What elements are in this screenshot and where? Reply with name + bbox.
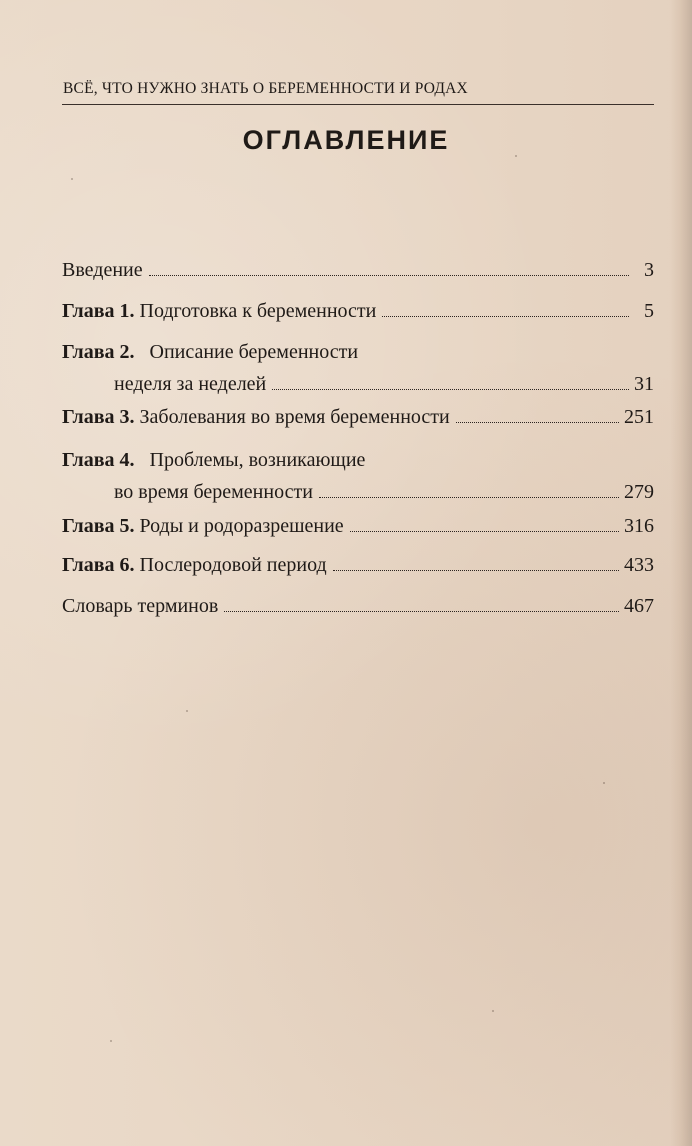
toc-entry-chapter-3[interactable] bbox=[62, 401, 654, 433]
chapter-number: Глава 1. bbox=[62, 300, 135, 322]
toc-page-number: 3 bbox=[644, 259, 654, 281]
page-title: ОГЛАВЛЕНИЕ bbox=[242, 125, 450, 155]
toc-entry-chapter-2[interactable] bbox=[62, 336, 654, 400]
toc-page-number: 31 bbox=[634, 373, 654, 395]
chapter-number: Глава 2. bbox=[62, 341, 135, 363]
toc-entry-title: Подготовка к беременности bbox=[139, 300, 377, 322]
paper-speck bbox=[515, 155, 517, 157]
toc-page-number: 251 bbox=[624, 406, 654, 428]
toc-entry-title-continuation: во время беременности bbox=[114, 481, 313, 503]
toc-entry-glossary[interactable] bbox=[62, 590, 654, 622]
paper-speck bbox=[492, 1010, 494, 1012]
toc-page-number: 279 bbox=[624, 481, 654, 503]
header-rule bbox=[62, 104, 654, 105]
dot-leader bbox=[350, 531, 619, 532]
toc-entry-title: Проблемы, возникающие bbox=[149, 449, 366, 471]
paper-speck bbox=[603, 782, 605, 784]
toc-entry-chapter-1[interactable] bbox=[62, 295, 654, 327]
toc-entry-title: Послеродовой период bbox=[139, 554, 327, 576]
toc-page-number: 316 bbox=[624, 515, 654, 537]
chapter-number: Глава 5. bbox=[62, 515, 135, 537]
dot-leader bbox=[319, 497, 619, 498]
running-head: ВСЁ, ЧТО НУЖНО ЗНАТЬ О БЕРЕМЕННОСТИ И РОДАХ bbox=[63, 80, 468, 97]
toc-entry-title: Описание беременности bbox=[149, 341, 359, 363]
toc-entry-chapter-4[interactable] bbox=[62, 444, 654, 508]
paper-speck bbox=[110, 1040, 112, 1042]
paper-speck bbox=[186, 710, 188, 712]
dot-leader bbox=[456, 422, 619, 423]
toc-page-number: 5 bbox=[644, 300, 654, 322]
dot-leader bbox=[272, 389, 629, 390]
dot-leader bbox=[224, 611, 619, 612]
toc-entry-title: Роды и родоразрешение bbox=[139, 515, 344, 537]
toc-entry-chapter-6[interactable] bbox=[62, 549, 654, 581]
toc-entry-title: Заболевания во время беременности bbox=[139, 406, 450, 428]
toc-entry-title-continuation: неделя за неделей bbox=[114, 373, 267, 395]
chapter-number: Глава 3. bbox=[62, 406, 135, 428]
paper-speck bbox=[71, 178, 73, 180]
toc-entry-introduction[interactable] bbox=[62, 254, 654, 286]
toc-entry-title: Введение bbox=[62, 259, 143, 281]
dot-leader bbox=[149, 275, 629, 276]
toc-entry-chapter-5[interactable] bbox=[62, 510, 654, 542]
toc-entry-title: Словарь терминов bbox=[62, 595, 219, 617]
page-edge-shadow bbox=[670, 0, 692, 1146]
toc-page-number: 433 bbox=[624, 554, 654, 576]
dot-leader bbox=[333, 570, 619, 571]
chapter-number: Глава 4. bbox=[62, 449, 135, 471]
toc-page-number: 467 bbox=[624, 595, 654, 617]
dot-leader bbox=[382, 316, 629, 317]
chapter-number: Глава 6. bbox=[62, 554, 135, 576]
